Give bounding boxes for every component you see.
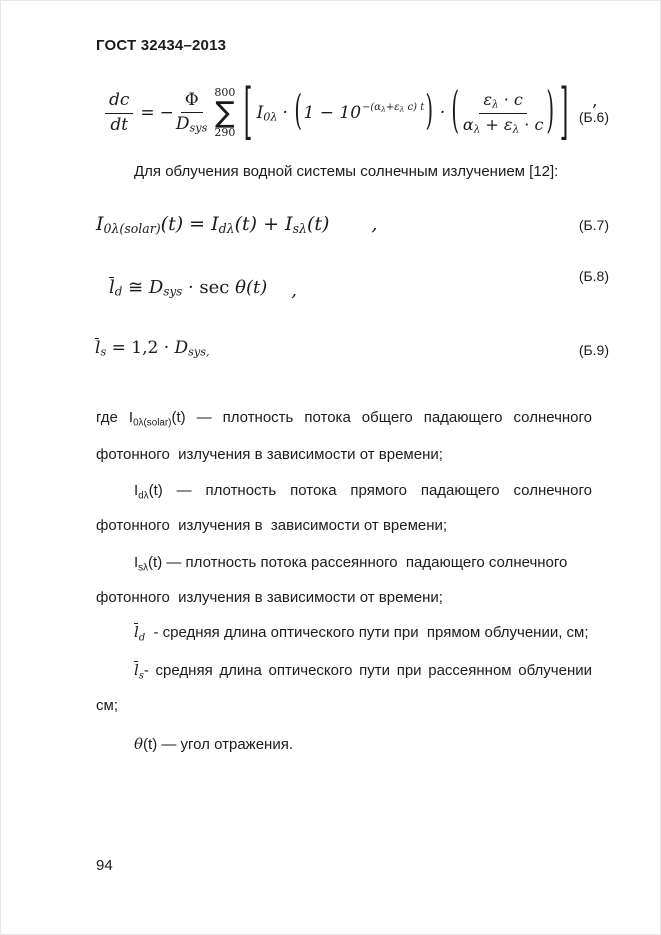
- text-fragment: - средняя длина оптического пути при прямом облучении, см;: [145, 624, 589, 641]
- right-paren: ): [425, 88, 434, 136]
- definition-line: [96, 553, 592, 578]
- definition-line: [96, 481, 592, 506]
- comma: ,: [291, 280, 297, 302]
- exponential-term: [304, 103, 425, 123]
- text-fragment: фотонного излучения в зависимости от времени;: [96, 589, 443, 606]
- right-paren: ): [546, 83, 555, 140]
- dot-operator: ·: [439, 103, 446, 123]
- text-fragment: +ε: [385, 102, 400, 113]
- text-fragment: (t) — плотность потока прямого падающего солнечного: [148, 482, 592, 499]
- fraction-denominator: dt: [110, 114, 129, 135]
- text-fragment: λ: [491, 98, 499, 111]
- definition-line: [96, 516, 592, 535]
- text-fragment: sys: [189, 121, 208, 135]
- text-fragment: sλ: [138, 562, 149, 574]
- text-fragment: I: [134, 554, 139, 571]
- formula-b6: [103, 73, 598, 153]
- text-fragment: см;: [96, 697, 118, 714]
- text-fragment: 0λ(solar): [133, 417, 172, 429]
- text-fragment: l: [95, 338, 101, 358]
- definition-line: [96, 661, 592, 686]
- formula-b6-label: (Б.6): [578, 109, 609, 125]
- text-fragment: I: [134, 482, 139, 499]
- minus-sign: −: [159, 103, 174, 123]
- text-fragment: θ(t): [229, 277, 268, 298]
- fraction-dc-dt: [105, 90, 133, 136]
- text-fragment: + ε: [480, 114, 513, 134]
- formula-body: [109, 277, 267, 299]
- text-fragment: (t) — угол отражения.: [143, 736, 293, 753]
- text-fragment: (t): [306, 213, 330, 235]
- fraction-denominator: [176, 113, 208, 136]
- text-fragment: 1 − 10: [303, 103, 362, 123]
- text-fragment: фотонного излучения в зависимости от времени;: [96, 446, 443, 463]
- text-fragment: где: [96, 409, 129, 426]
- text-fragment: λ: [473, 123, 481, 135]
- formula-b9-label: (Б.9): [578, 342, 609, 358]
- text-fragment: ·: [182, 277, 200, 298]
- text-fragment: ≅: [122, 277, 149, 298]
- sum-lower-limit: 290: [214, 125, 236, 139]
- definition-line: [96, 696, 592, 715]
- text-fragment: 1,2: [131, 338, 159, 358]
- text-fragment: фотонного излучения в зависимости от времени;: [96, 517, 448, 534]
- definition-line: [96, 735, 592, 754]
- formula-body: [95, 338, 210, 358]
- text-fragment: (t) — плотность потока рассеянного падающего солнечного: [148, 554, 568, 571]
- formula-b9: [95, 338, 210, 358]
- page-header: ГОСТ 32434–2013: [96, 37, 227, 54]
- fraction-numerator: dc: [105, 90, 133, 113]
- formula-body: [96, 213, 329, 236]
- text-fragment: D: [174, 338, 189, 358]
- text-fragment: λ: [512, 123, 520, 135]
- intensity-term: [257, 103, 278, 123]
- fraction-epsilon-alpha: [463, 90, 544, 136]
- text-fragment: s: [138, 670, 144, 682]
- formula-b8: [109, 277, 297, 302]
- text-fragment: D: [175, 114, 190, 135]
- comma: ,: [371, 213, 378, 236]
- text-fragment: θ: [134, 735, 144, 753]
- text-fragment: (t) = I: [160, 213, 219, 235]
- text-fragment: dλ: [218, 220, 235, 236]
- left-paren: (: [294, 88, 303, 136]
- definition-line: [96, 445, 592, 464]
- sum-upper-limit: 800: [214, 86, 236, 100]
- text-fragment: 0λ: [263, 110, 278, 124]
- left-paren: (: [451, 83, 460, 140]
- formula-b8-label: (Б.8): [578, 268, 609, 284]
- text-fragment: −(α: [362, 102, 382, 113]
- text-fragment: c) t: [404, 102, 425, 113]
- fraction-numerator: [479, 90, 527, 114]
- text-fragment: I: [96, 213, 104, 235]
- text-fragment: d: [114, 284, 123, 299]
- text-fragment: l: [109, 277, 115, 298]
- text-fragment: sec: [199, 277, 230, 298]
- text-fragment: (t) + I: [234, 213, 293, 235]
- text-fragment: =: [106, 338, 132, 358]
- fraction-phi-dsys: [176, 90, 208, 136]
- text-fragment: · c: [519, 114, 544, 134]
- formula-b7-label: (Б.7): [578, 217, 609, 233]
- text-fragment: ε: [483, 89, 492, 109]
- intro-paragraph: Для облучения водной системы солнечным излучением [12]:: [134, 163, 559, 180]
- exponent: [362, 102, 424, 114]
- text-fragment: sys,: [188, 345, 210, 359]
- text-fragment: l: [134, 661, 139, 679]
- text-fragment: (t) — плотность потока общего падающего солнечного: [171, 409, 592, 426]
- page-number: 94: [96, 857, 113, 874]
- sigma-symbol: ∑: [215, 95, 235, 130]
- text-fragment: I: [256, 102, 264, 123]
- text-fragment: D: [148, 277, 164, 298]
- left-bracket: [: [244, 77, 253, 149]
- text-fragment: dλ: [138, 490, 149, 502]
- text-fragment: λ: [381, 104, 386, 114]
- text-fragment: α: [462, 114, 474, 134]
- fraction-numerator: Φ: [181, 90, 203, 113]
- text-fragment: λ: [399, 104, 405, 114]
- text-fragment: 0λ(solar): [103, 220, 161, 236]
- text-fragment: - средняя длина оптического пути при рассеянном облучении: [143, 662, 592, 679]
- comma: ,: [592, 91, 598, 111]
- definition-line: [96, 588, 592, 607]
- fraction-denominator: [463, 114, 544, 137]
- dot-operator: ·: [282, 103, 288, 123]
- text-fragment: sλ: [292, 220, 307, 236]
- text-fragment: ·: [158, 338, 175, 358]
- text-fragment: · c: [498, 89, 523, 109]
- text-fragment: l: [134, 623, 139, 641]
- text-fragment: d: [138, 632, 146, 644]
- summation: [214, 87, 235, 139]
- text-fragment: sys: [163, 284, 183, 299]
- text-fragment: I: [128, 409, 134, 426]
- definition-line: [96, 623, 592, 648]
- formula-b7: [96, 213, 377, 236]
- definition-line: [96, 408, 592, 433]
- base-term: [304, 103, 362, 123]
- text-fragment: s: [100, 345, 107, 359]
- right-bracket: ]: [559, 77, 569, 149]
- equals-sign: =: [140, 103, 155, 123]
